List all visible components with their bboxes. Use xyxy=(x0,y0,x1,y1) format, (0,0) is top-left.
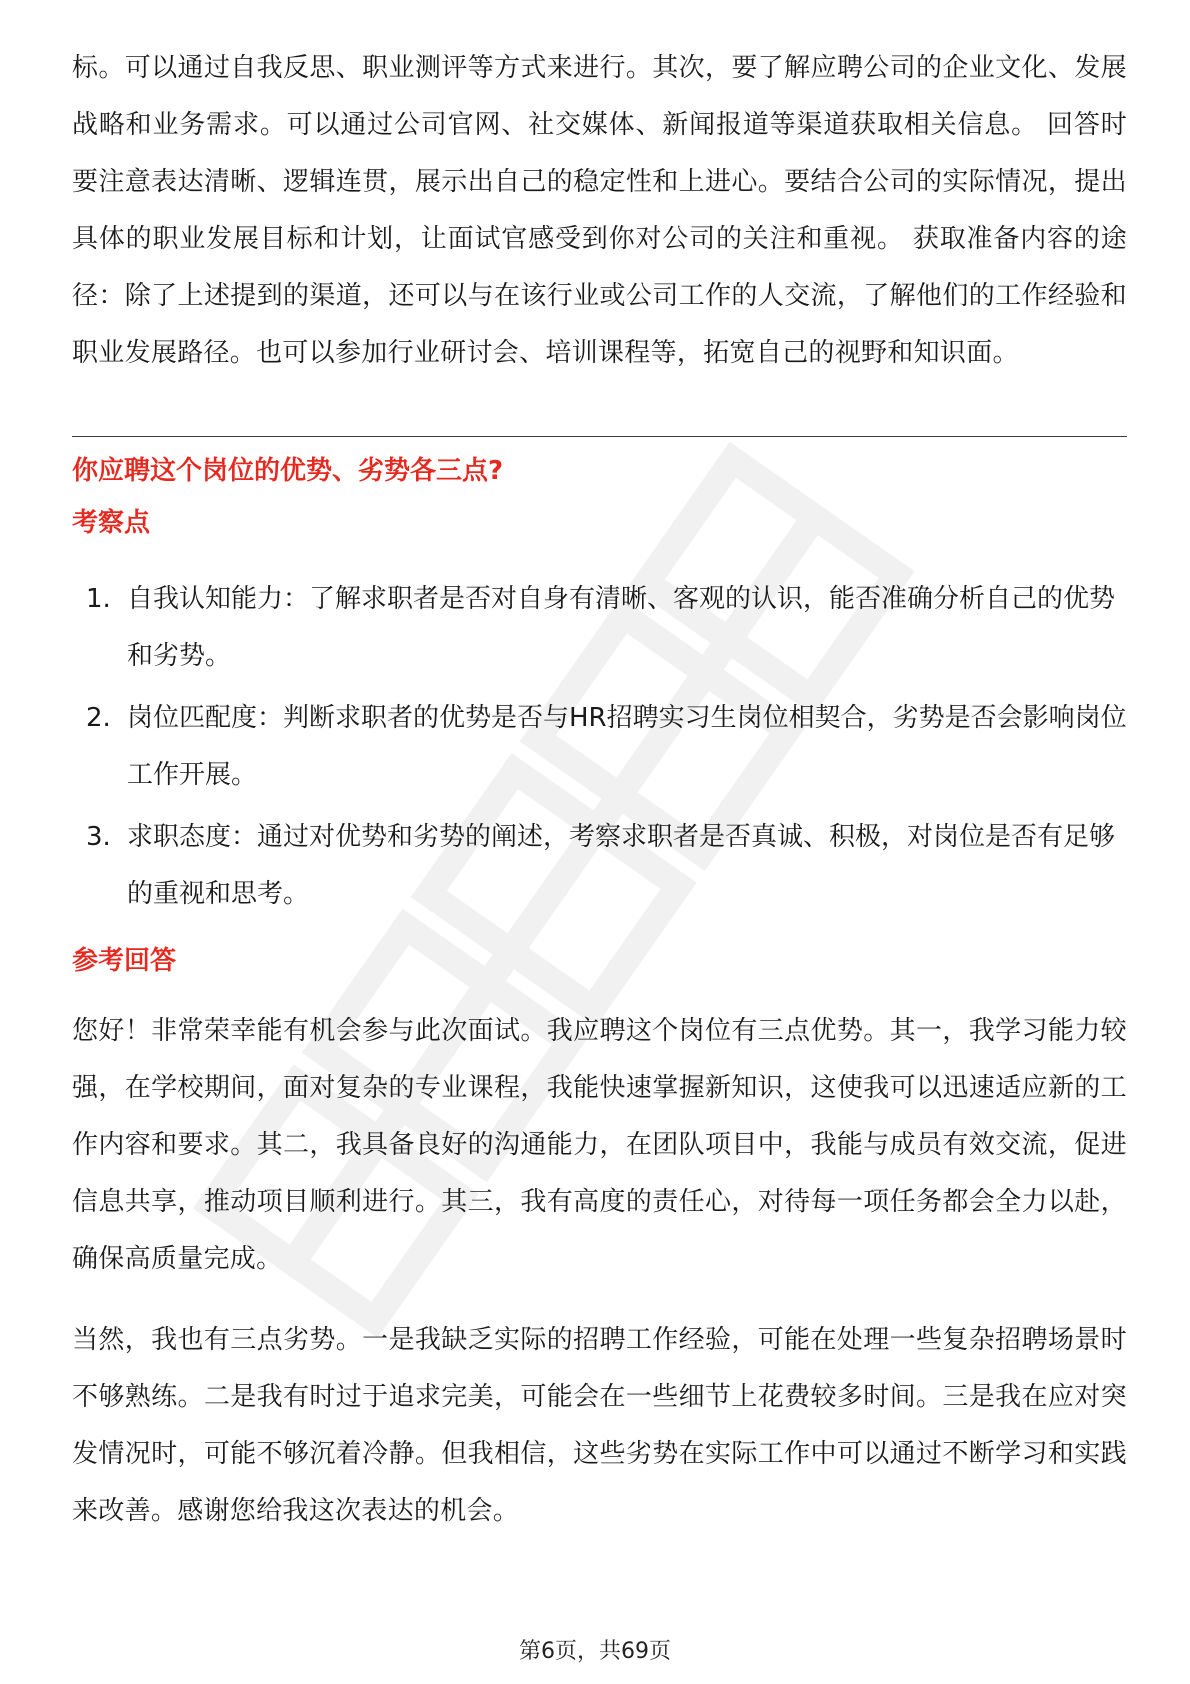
answer-paragraph: 当然，我也有三点劣势。一是我缺乏实际的招聘工作经验，可能在处理一些复杂招聘场景时不够熟练。二是我有时过于追求完美，可能会在一些细节上花费较多时间。三是我在应对突发情况时，可能不够沉着冷静。但我相信，这些劣势在实际工作中可以通过不断学习和实践来改善。感谢您给我这次表达的机会。 xyxy=(72,1325,1127,1526)
answer-heading: 参考回答 xyxy=(72,946,177,976)
focus-point-number: 2. xyxy=(86,703,111,733)
section-divider xyxy=(72,436,1127,437)
page-content xyxy=(72,40,1127,1540)
page-number-footer: 第6页，共69页 xyxy=(519,1639,671,1664)
focus-points-list xyxy=(72,571,1127,923)
focus-point xyxy=(72,571,1127,685)
focus-point-text: 求职态度：通过对优势和劣势的阐述，考察求职者是否真诚、积极，对岗位是否有足够的重视和思考。 xyxy=(127,822,1116,909)
focus-point xyxy=(72,690,1127,804)
focus-point xyxy=(72,809,1127,923)
focus-point-number: 1. xyxy=(86,584,111,614)
answer-paragraph: 您好！非常荣幸能有机会参与此次面试。我应聘这个岗位有三点优势。其一，我学习能力较强，在学校期间，面对复杂的专业课程，我能快速掌握新知识，这使我可以迅速适应新的工作内容和要求。其二，我具备良好的沟通能力，在团队项目中，我能与成员有效交流，促进信息共享，推动项目顺利进行。其三，我有高度的责任心，对待每一项任务都会全力以赴，确保高质量完成。 xyxy=(72,1016,1127,1274)
question-title: 你应聘这个岗位的优势、劣势各三点? xyxy=(72,456,504,486)
intro-paragraph: 标。可以通过自我反思、职业测评等方式来进行。其次，要了解应聘公司的企业文化、发展战略和业务需求。可以通过公司官网、社交媒体、新闻报道等渠道获取相关信息。 回答时要注意表达清晰、逻辑连贯，展示出自己的稳定性和上进心。要结合公司的实际情况，提出具体的职业发展目标和计划，让面试官感受到你对公司的关注和重视。 获取准备内容的途径：除了上述提到的渠道，还可以与在该行业或公司工作的人交流，了解他们的工作经验和职业发展路径。也可以参加行业研讨会、培训课程等，拓宽自己的视野和知识面。 xyxy=(72,53,1127,368)
focus-point-number: 3. xyxy=(86,822,111,852)
focus-point-text: 岗位匹配度：判断求职者的优势是否与HR招聘实习生岗位相契合，劣势是否会影响岗位工作开展。 xyxy=(127,703,1127,790)
focus-point-text: 自我认知能力：了解求职者是否对自身有清晰、客观的认识，能否准确分析自己的优势和劣势。 xyxy=(127,584,1116,671)
focus-heading: 考察点 xyxy=(72,508,151,538)
